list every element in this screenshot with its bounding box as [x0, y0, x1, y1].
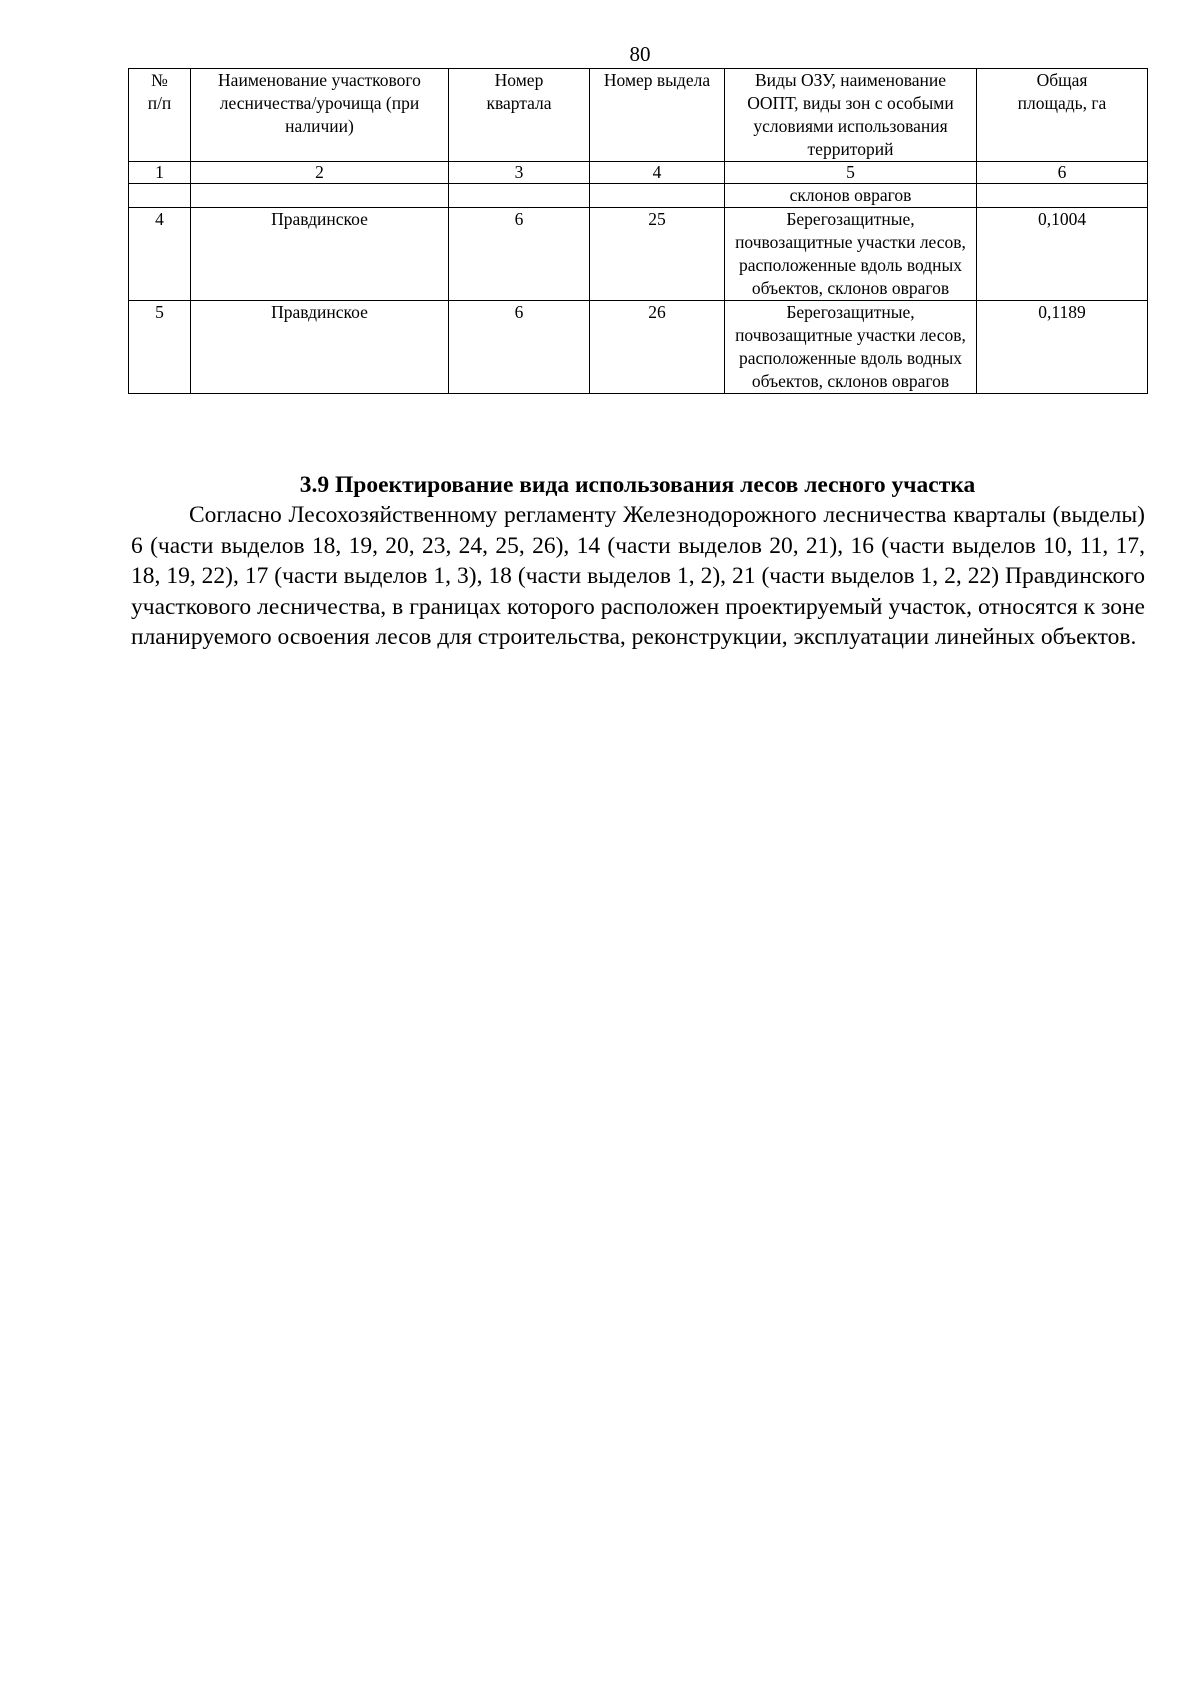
column-number-row [129, 162, 1148, 184]
table-cell: склонов оврагов [725, 184, 977, 208]
forestry-name: Правдинское [191, 208, 449, 301]
column-number: 6 [977, 162, 1148, 184]
table-row [129, 208, 1148, 301]
total-area: 0,1189 [977, 301, 1148, 394]
column-number: 4 [590, 162, 725, 184]
total-area: 0,1004 [977, 208, 1148, 301]
quarter-number: 6 [449, 208, 590, 301]
header-protection-type: Виды ОЗУ, наименование ООПТ, виды зон с особыми условиями использования территорий [725, 69, 977, 162]
table-cell [191, 184, 449, 208]
protection-type: Берегозащитные, почвозащитные участки лесов, расположенные вдоль водных объектов, склонов оврагов [725, 208, 977, 301]
protection-type: Берегозащитные, почвозащитные участки лесов, расположенные вдоль водных объектов, склонов оврагов [725, 301, 977, 394]
section-title: 3.9 Проектирование вида использования лесов лесного участка [299, 472, 976, 498]
body-paragraph: Согласно Лесохозяйственному регламенту Железнодорожного лесничества кварталы (выделы) 6 (части выделов 18, 19, 20, 23, 24, 25, 26), 14 (части выделов 20, 21), 16 (части выделов 10, 11, 17, 18, 19, 22), 17 (части выделов 1, 3), 18 (части выделов 1, 2), 21 (части выделов 1, 2, 22) Правдинского участкового лесничества, в границах которого расположен проектируемый участок, относятся к зоне планируемого освоения лесов для строительства, реконструкции, эксплуатации линейных объектов. [131, 502, 1145, 650]
column-number: 2 [191, 162, 449, 184]
row-number: 4 [129, 208, 191, 301]
page-number: 80 [629, 42, 651, 66]
allotment-number: 26 [590, 301, 725, 394]
header-forestry-name: Наименование участкового лесничества/урочища (при наличии) [191, 69, 449, 162]
column-number: 3 [449, 162, 590, 184]
allotment-number: 25 [590, 208, 725, 301]
forestry-name: Правдинское [191, 301, 449, 394]
column-number: 1 [129, 162, 191, 184]
table-cell [129, 184, 191, 208]
column-number: 5 [725, 162, 977, 184]
header-quarter: Номер квартала [449, 69, 590, 162]
table-header-row [129, 69, 1148, 162]
table-row [129, 301, 1148, 394]
table-cell [449, 184, 590, 208]
header-allotment: Номер выдела [590, 69, 725, 162]
table-cell [977, 184, 1148, 208]
forest-plots-table [128, 68, 1148, 394]
table-cell [590, 184, 725, 208]
header-total-area: Общая площадь, га [977, 69, 1148, 162]
quarter-number: 6 [449, 301, 590, 394]
header-number: № п/п [129, 69, 191, 162]
continuation-row [129, 184, 1148, 208]
row-number: 5 [129, 301, 191, 394]
